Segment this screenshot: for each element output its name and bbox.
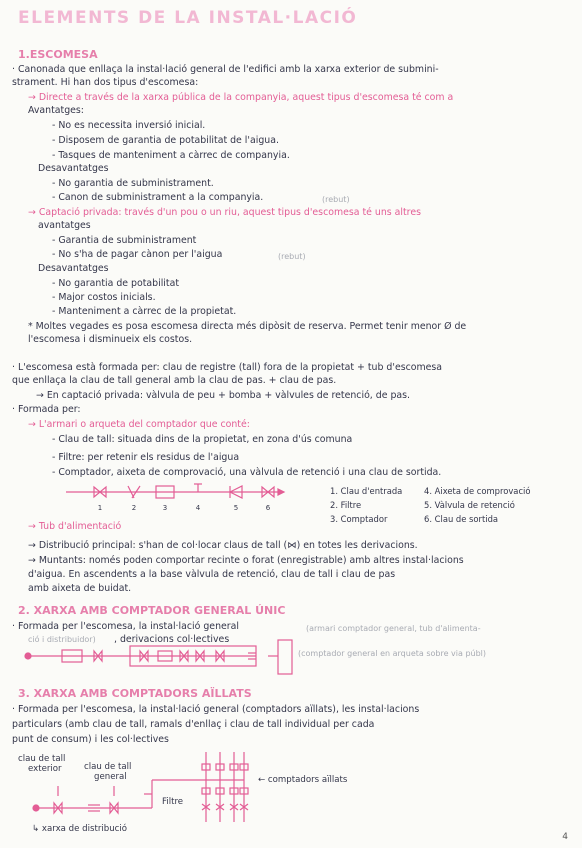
annotation: (armari comptador general, tub d'alimenta- <box>306 624 481 633</box>
section-heading-xarxa-comptador-general: 2. XARXA AMB COMPTADOR GENERAL ÚNIC <box>18 604 286 617</box>
page-number: 4 <box>562 832 568 842</box>
text-line: - Garantia de subministrament <box>52 235 197 246</box>
text-line: Desavantatges <box>38 163 109 174</box>
text-line: d'aigua. En ascendents a la base vàlvula de retenció, clau de tall i clau de pas <box>28 569 396 580</box>
text-line: → Tub d'alimentació <box>28 521 122 532</box>
annotation: (rebut) <box>278 252 306 261</box>
diagram-number: 3 <box>162 504 168 512</box>
single-meter-network-diagram <box>20 640 310 676</box>
text-line: - Major costos inicials. <box>52 292 156 303</box>
label-line: clau de tall <box>18 754 66 764</box>
text-line: · L'escomesa està formada per: clau de registre (tall) fora de la propietat + tub d'escomesa <box>12 362 443 373</box>
text-line: → Captació privada: través d'un pou o un riu, aquest tipus d'escomesa té uns altres <box>28 207 421 218</box>
legend-item: 2. Filtre <box>330 500 362 510</box>
text-line: l'escomesa i disminueix els costos. <box>28 334 193 345</box>
diagram-number: 2 <box>131 504 137 512</box>
annotation: ció i distribuidor) <box>28 635 96 644</box>
text-line: que enllaça la clau de tall general amb la clau de pas. + clau de pas. <box>12 375 337 386</box>
text-line: avantatges <box>38 220 91 231</box>
annotation: (rebut) <box>322 195 350 204</box>
text-line: → L'armari o arqueta del comptador que conté: <box>28 419 250 430</box>
text-line: - Filtre: per retenir els residus de l'aigua <box>52 452 240 463</box>
text-line: - Comptador, aixeta de comprovació, una vàlvula de retenció i una clau de sortida. <box>52 467 442 478</box>
text-line: - No s'ha de pagar cànon per l'aigua <box>52 249 223 260</box>
text-line: amb aixeta de buidat. <box>28 583 132 594</box>
label-xarxa-distribucio: ↳ xarxa de distribució <box>32 824 128 834</box>
annotation: (comptador general en arqueta sobre via públ) <box>298 649 487 658</box>
label-line: exterior <box>28 764 62 774</box>
label-comptadors-aillats: ← comptadors aïllats <box>258 775 348 785</box>
meter-assembly-diagram <box>66 482 288 514</box>
diagram-number: 5 <box>233 504 239 512</box>
text-line: particulars (amb clau de tall, ramals d'enllaç i clau de tall individual per cada <box>12 719 375 730</box>
text-line: punt de consum) i les col·lectives <box>12 734 169 745</box>
text-line: - Disposem de garantia de potabilitat de l'aigua. <box>52 135 279 146</box>
text-line: - No es necessita inversió inicial. <box>52 120 206 131</box>
text-line: * Moltes vegades es posa escomesa directa més dipòsit de reserva. Permet tenir menor Ø de <box>28 321 467 332</box>
legend-item: 3. Comptador <box>330 514 388 524</box>
text-line: → Directe a través de la xarxa pública de la companyia, aquest tipus d'escomesa té com a <box>28 92 454 103</box>
text-line: Avantatges: <box>28 105 84 116</box>
text-line: · Canonada que enllaça la instal·lació general de l'edifici amb la xarxa exterior de submini- <box>12 64 439 75</box>
diagram-number: 6 <box>265 504 271 512</box>
text-line: → Muntants: només poden comportar recinte o forat (enregistrable) amb altres instal·lacions <box>28 555 464 566</box>
text-line: strament. Hi han dos tipus d'escomesa: <box>12 77 199 88</box>
text-line: → Distribució principal: s'han de col·locar claus de tall (⋈) en totes les derivacions. <box>28 540 418 551</box>
isolated-meters-diagram <box>30 744 270 824</box>
legend-item: 4. Aixeta de comprovació <box>424 486 531 496</box>
label-filtre: Filtre <box>162 797 184 807</box>
page-title: ELEMENTS DE LA INSTAL·LACIÓ <box>18 8 358 28</box>
text-line: - No garantia de potabilitat <box>52 278 180 289</box>
text-line: - Tasques de manteniment a càrrec de companyia. <box>52 150 290 161</box>
legend-item: 6. Clau de sortida <box>424 514 499 524</box>
diagram-number: 1 <box>97 504 103 512</box>
legend-item: 1. Clau d'entrada <box>330 486 403 496</box>
label-line: general <box>94 772 127 782</box>
section-heading-escomesa: 1.ESCOMESA <box>18 48 98 61</box>
text-line: - Manteniment a càrrec de la propietat. <box>52 306 237 317</box>
text-line: Desavantatges <box>38 263 109 274</box>
legend-item: 5. Vàlvula de retenció <box>424 500 515 510</box>
text-line: → En captació privada: vàlvula de peu + bomba + vàlvules de retenció, de pas. <box>36 390 411 401</box>
text-line: , derivacions col·lectives <box>114 634 230 645</box>
section-heading-xarxa-comptadors-aillats: 3. XARXA AMB COMPTADORS AÏLLATS <box>18 687 252 700</box>
text-line: · Formada per l'escomesa, la instal·lació general <box>12 621 239 632</box>
text-line: - Canon de subministrament a la companyia. <box>52 192 264 203</box>
text-line: - Clau de tall: situada dins de la propietat, en zona d'ús comuna <box>52 434 353 445</box>
label-line: clau de tall <box>84 762 132 772</box>
text-line: · Formada per: <box>12 404 81 415</box>
text-line: · Formada per l'escomesa, la instal·lació general (comptadors aïllats), les instal·lacions <box>12 704 420 715</box>
diagram-number: 4 <box>195 504 201 512</box>
text-line: - No garantia de subministrament. <box>52 178 214 189</box>
